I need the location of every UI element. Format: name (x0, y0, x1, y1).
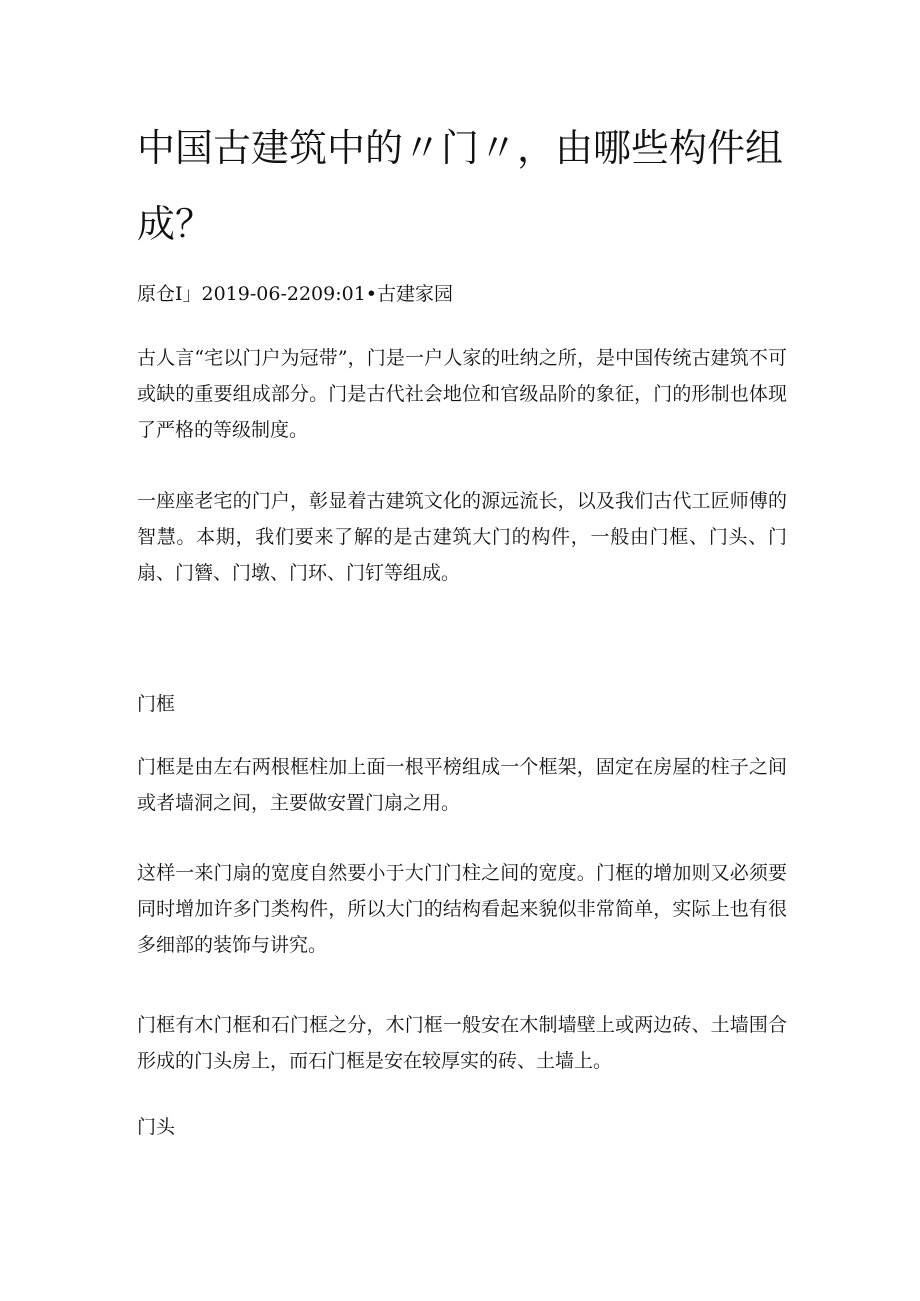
article-title: 中国古建筑中的〃门〃，由哪些构件组成？ (137, 126, 784, 246)
intro-paragraph-2: 一座座老宅的门户，彰显着古建筑文化的源远流长，以及我们古代工匠师傅的智慧。本期，我们要来了解的是古建筑大门的构件，一般由门框、门头、门扇、门簪、门墩、门环、门钉等组成。 (137, 490, 787, 584)
intro-paragraph-1: 古人言“宅以门户为冠带”，门是一户人家的吐纳之所，是中国传统古建筑不可或缺的重要组成部分。门是古代社会地位和官级品阶的象征，门的形制也体现了严格的等级制度。 (137, 347, 787, 441)
section-heading-door-frame: 门框 (137, 693, 176, 715)
door-frame-paragraph-1: 门框是由左右两根框柱加上面一根平榜组成一个框架，固定在房屋的柱子之间或者墙洞之间，主要做安置门扇之用。 (137, 756, 787, 814)
door-frame-paragraph-3: 门框有木门框和石门框之分，木门框一般安在木制墙壁上或两边砖、土墙围合形成的门头房上，而石门框是安在较厚实的砖、土墙上。 (137, 1014, 787, 1072)
door-frame-paragraph-2: 这样一来门扇的宽度自然要小于大门门柱之间的宽度。门框的增加则又必须要同时增加许多门类构件，所以大门的结构看起来貌似非常简单，实际上也有很多细部的装饰与讲究。 (137, 862, 787, 956)
section-heading-door-head: 门头 (137, 1116, 176, 1138)
article-meta: 原仓I」2019-06-2209:01•古建家园 (137, 283, 454, 305)
